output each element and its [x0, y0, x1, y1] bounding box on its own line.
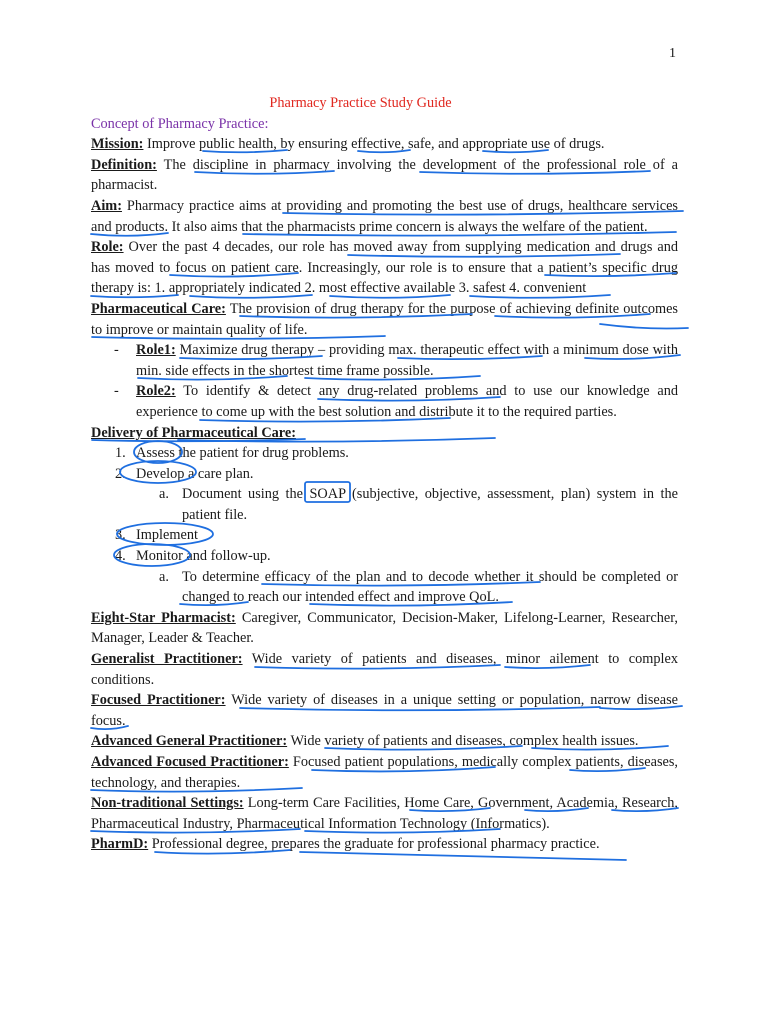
eight-star-text: Caregiver, Communicator, Decision-Maker, Lifelong-Learner, Researcher, Manager, Leader & Teacher. — [91, 609, 678, 647]
section-heading-concept: Concept of Pharmacy Practice: — [91, 115, 269, 132]
advanced-general-text: Wide variety of patients and diseases, complex health issues. — [287, 733, 639, 750]
step-number: 4. — [115, 548, 126, 565]
role-text: Over the past 4 decades, our role has moved away from supplying medication and drugs and has moved to focus on patient care. Increasingly, our role is to ensure that a patient’s specific drug therapy is: 1. appropriately indicated 2. most effective available 3. safest 4. convenient — [91, 239, 678, 297]
non-traditional-paragraph — [91, 793, 678, 834]
step-number: 1. — [115, 445, 126, 462]
pharmaceutical-care-label: Pharmaceutical Care: — [91, 300, 226, 317]
role2-text: To identify & detect any drug-related problems and to use our knowledge and experience to come up with the best solution and distribute it to the required parties. — [136, 383, 678, 420]
document-body — [91, 93, 678, 855]
delivery-step-4-sub-a — [91, 567, 678, 608]
generalist-text: Wide variety of patients and diseases, minor ailement to complex conditions. — [91, 651, 678, 688]
step-number: 3. — [115, 527, 126, 544]
sub-letter: a. — [159, 568, 169, 585]
non-traditional-text: Long-term Care Facilities, Home Care, Government, Academia, Research, Pharmaceutical Industry, Pharmaceutical Information Technology (Informatics). — [91, 795, 678, 832]
eight-star-label: Eight-Star Pharmacist: — [91, 609, 236, 626]
advanced-general-label: Advanced General Practitioner: — [91, 733, 288, 750]
mission-paragraph — [91, 134, 678, 155]
sub-text: To determine efficacy of the plan and to decode whether it should be completed or changed to reach our intended effect and improve QoL. — [182, 568, 678, 606]
delivery-heading: Delivery of Pharmaceutical Care: — [91, 424, 296, 441]
step-text: Monitor and follow-up. — [136, 548, 271, 565]
delivery-step-1 — [91, 443, 678, 464]
role-label: Role: — [91, 239, 124, 256]
generalist-label: Generalist Practitioner: — [91, 651, 243, 668]
delivery-step-3 — [91, 525, 678, 546]
focused-paragraph — [91, 690, 678, 731]
focused-text: Wide variety of diseases in a unique setting or population, narrow disease focus. — [91, 692, 678, 729]
pharmaceutical-care-paragraph — [91, 299, 678, 340]
non-traditional-label: Non-traditional Settings: — [91, 795, 244, 812]
aim-paragraph — [91, 196, 678, 237]
role1-item — [91, 340, 678, 381]
eight-star-paragraph — [91, 608, 678, 649]
aim-text: Pharmacy practice aims at providing and promoting the best use of drugs, healthcare services and products. It also aims that the pharmacists prime concern is always the welfare of the patient. — [91, 197, 678, 235]
generalist-paragraph — [91, 649, 678, 690]
mission-text: Improve public health, by ensuring effective, safe, and appropriate use of drugs. — [143, 136, 605, 153]
delivery-step-2 — [91, 464, 678, 485]
sub-letter: a. — [159, 486, 169, 503]
role-paragraph — [91, 237, 678, 299]
delivery-step-2-sub-a — [91, 484, 678, 525]
focused-label: Focused Practitioner: — [91, 692, 226, 709]
mission-label: Mission: — [91, 136, 144, 153]
pharmaceutical-care-text: The provision of drug therapy for the purpose of achieving definite outcomes to improve or maintain quality of life. — [91, 300, 679, 338]
pharmd-paragraph — [91, 834, 678, 855]
step-text: Develop a care plan. — [136, 465, 254, 482]
pharmd-text: Professional degree, prepares the graduate for professional pharmacy practice. — [148, 836, 600, 853]
definition-label: Definition: — [91, 156, 157, 173]
role2-item — [91, 381, 678, 422]
aim-label: Aim: — [91, 197, 122, 214]
role1-text: Maximize drug therapy – providing max. therapeutic effect with a minimum dose with min. side effects in the shortest time frame possible. — [136, 342, 678, 379]
page-number: 1 — [669, 46, 676, 61]
role1-label: Role1: — [136, 342, 176, 359]
definition-text: The discipline in pharmacy involving the development of the professional role of a pharmacist. — [91, 156, 678, 194]
advanced-general-paragraph — [91, 731, 678, 752]
bullet-dash: - — [114, 383, 119, 400]
sub-text: Document using the SOAP (subjective, objective, assessment, plan) system in the patient file. — [182, 486, 678, 523]
delivery-step-4 — [91, 546, 678, 567]
step-number: 2. — [115, 465, 126, 482]
role2-label: Role2: — [136, 383, 176, 400]
definition-paragraph — [91, 155, 678, 196]
bullet-dash: - — [114, 342, 119, 359]
advanced-focused-label: Advanced Focused Practitioner: — [91, 754, 289, 770]
advanced-focused-text: Focused patient populations, medically complex patients, diseases, technology, and therapies. — [91, 754, 678, 791]
step-text: Implement — [136, 527, 198, 544]
step-text: Assess the patient for drug problems. — [136, 445, 349, 462]
document-title: Pharmacy Practice Study Guide — [269, 95, 452, 111]
advanced-focused-paragraph — [91, 752, 678, 793]
pharmd-label: PharmD: — [91, 836, 149, 853]
